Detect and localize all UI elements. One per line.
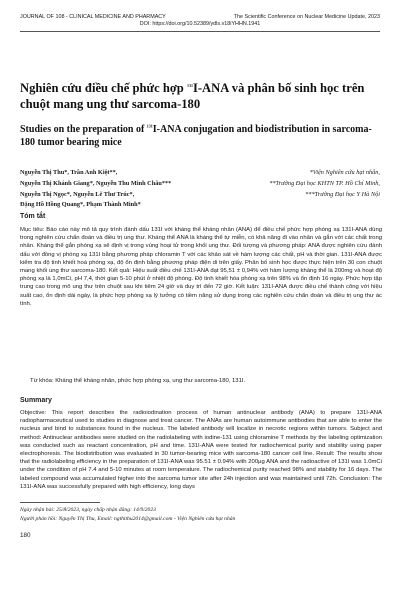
received-date-note: Ngày nhận bài: 25/8/2023, ngày chấp nhận đăng: 14/9/2023 bbox=[20, 507, 156, 513]
author-list bbox=[20, 168, 220, 211]
affiliation-list bbox=[210, 168, 380, 200]
footnote-divider bbox=[20, 502, 100, 503]
running-header bbox=[20, 14, 380, 28]
author-line: Nguyễn Thị Khánh Giang*, Nguyễn Thu Minh Châu*** bbox=[20, 179, 172, 187]
conference-name: The Scientific Conference on Nuclear Medicine Update, 2023 bbox=[233, 14, 380, 20]
journal-name: JOURNAL OF 108 - CLINICAL MEDICINE AND PHARMACY bbox=[20, 14, 166, 20]
footnotes bbox=[20, 506, 382, 524]
author-line: Nguyễn Thị Thu*, Trần Anh Kiệt**, bbox=[20, 169, 118, 176]
page-number: 180 bbox=[20, 532, 31, 539]
tom-tat-body: Mục tiêu: Báo cáo này mô tả quy trình đánh dấu 131I với kháng thể kháng nhân (ANA) để điều chế phức hợp phóng xạ 131I-ANA dùng trong nghiên cứu chẩn đoán và điều trị ung thư. Kháng thể ANA là kháng thể tự miễn, có khả năng đi vào nhân và gắn với các chất trong nhân. Kháng thể gắn phóng xạ sẽ định vị trong vùng hoại tử trong khối ung thư. Đối tượng và phương pháp: ANA được nghiên cứu đánh dấu với đồng vị phóng xạ 131I bằng phương pháp chloramin T với các khảo sát về hàm lượng các chất, pH và thời gian. 131I-ANA được kiểm tra độ tinh khiết hoá phóng xạ, độ ổn định bằng phương pháp điện di trên giấy. Phân bố sinh học được thực hiện trên 30 con chuột mang khối ung thư sarcoma-180. Kết quả: Hiệu suất điều chế 131I-ANA đạt 95,51 ± 0,94% với hàm lượng kháng thể là 200mg và hoạt độ phóng xạ là 1,0mCi, pH 7,4, thời gian 5-10 phút ở nhiệt độ phòng. Độ tinh khiết hóa phóng xạ trên 98% và ổn định 16 ngày. Phức hợp tập trung cao trong mô ung thư trên chuột sau khi tiêm 24 giờ và duy trì đến 72 giờ. Kết luận: 131I-ANA được điều chế thành công với hiệu suất cao, ổn định dài ngày, là phức hợp phóng xạ lý tưởng có tiềm năng sử dụng trong các nghiên cứu chẩn đoán và điều trị ung thư ác tính. bbox=[20, 227, 382, 307]
title-english: Studies on the preparation of $^{131}$I-ANA conjugation and biodistribution in sarcoma-180 tumor bearing mice bbox=[20, 123, 372, 148]
doi-link[interactable]: DOI: https://doi.org/10.52389/ydls.v18iYHHN.1941 bbox=[139, 21, 261, 27]
affiliation-line: **Trường Đại học KHTN TP. Hồ Chí Minh, bbox=[269, 179, 380, 187]
summary-body: Objective: This report describes the radioiodination process of human antinuclear antibody (ANA) to prepare 131I-ANA radiopharmaceutical used to studies in diagnose and treat cancer. The ANAs are human autoimmune antibodies that are able to enter the nucleus and bind to substances found in the nucleus. The labeled antibody will localize in necrotic regions within tumors. Subject and method: Antinuclear antibodies were studied on the radiolabeling with iodine-131 using chloramine T methods by the labeling optimization was conducted such as reactant concentration, pH and time. 131I-ANA were tested for radiochemical purity and stability using paper electrophoresis. The biodistribution was evaluated in 30 tumor-bearing mice with sarcoma-180 cancer cell line. Result: The results show that the radiolabeling efficiency in the preparation of 131I-ANA was 95.51 ± 0.94% with 200µg ANA and the radioactive of 131I was 1.0mCi under the condition of pH 7.4 and 5-10 minutes at room temperature. The radiochemical purity reached 98% and stability for 16 days. The labeled compound was accumulated higher into the sarcoma tumor site after 24h injection and was maintained until 72h. Conclusion: The 131I-ANA was successfully prepared with high efficiency, long days bbox=[20, 410, 382, 490]
tom-tat-heading: Tóm tắt bbox=[20, 213, 46, 220]
keywords-vi: Từ khóa: Kháng thể kháng nhân, phức hợp phóng xạ, ung thư sarcoma-180, 131I. bbox=[30, 378, 246, 384]
author-line: Nguyễn Thị Ngọc*, Nguyễn Lê Thư Trúc*, bbox=[20, 190, 135, 198]
title-vietnamese: Nghiên cứu điều chế phức hợp $^{131}$I-ANA và phân bố sinh học trên chuột mang ung thư sarcoma-180 bbox=[20, 81, 365, 111]
affiliation-line: ***Trường Đại học Y Hà Nội bbox=[305, 190, 380, 198]
summary-heading: Summary bbox=[20, 397, 52, 404]
header-divider bbox=[20, 31, 380, 32]
affiliation-line: *Viện Nghiên cứu hạt nhân, bbox=[309, 169, 380, 176]
author-line: Đặng Hồ Hồng Quang*, Phạm Thành Minh* bbox=[20, 201, 141, 209]
corresponding-author-note: Người phản hồi: Nguyễn Thị Thu, Email: ngthithu2014@gmail.com - Viện Nghiên cứu hạt nhân bbox=[20, 516, 236, 522]
